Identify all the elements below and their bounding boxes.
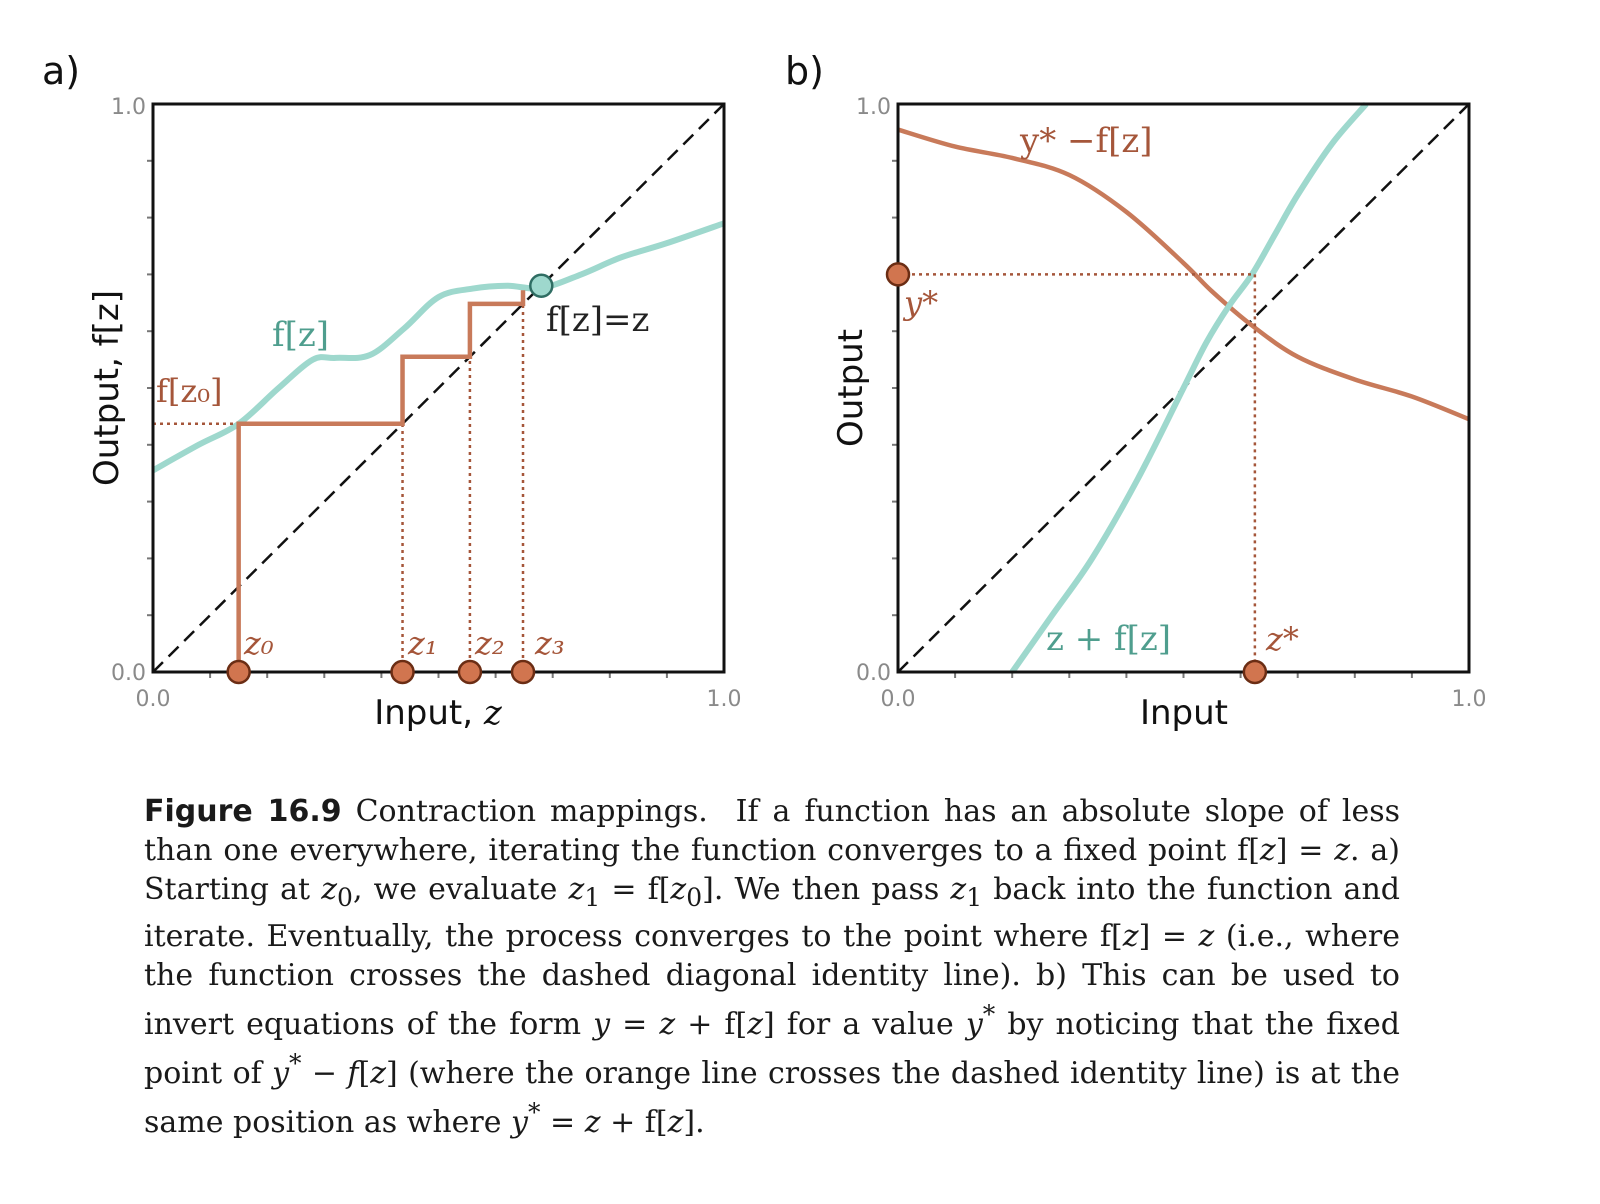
x-tick-min-b: 0.0 <box>880 687 916 712</box>
panel-label-b: b) <box>785 49 824 93</box>
y-tick-max-b: 1.0 <box>856 95 891 120</box>
y-star-label: y* <box>904 284 939 322</box>
x-axis-label: Input, z <box>374 693 502 733</box>
z3-label: z₃ <box>535 624 565 662</box>
panel-a <box>87 95 742 733</box>
z-star-label: z* <box>1266 620 1299 658</box>
f-z-label: f[z] <box>272 315 330 355</box>
panel-b <box>831 95 1487 733</box>
fixed-point-marker <box>530 275 552 297</box>
z-star-point <box>1244 661 1266 683</box>
y-tick-min: 0.0 <box>111 661 146 686</box>
x-tick-max: 1.0 <box>706 687 742 712</box>
y-tick-max: 1.0 <box>111 95 146 120</box>
caption-text: Contraction mappings. If a function has an absolute slope of less than one everywhere, iterating the function converges to a fixed point f[z] = z. a) Starting at $z_0$, we evaluate $z_1 = f[z_0]$. We then pass $z_1$ back into the function and iterate. Eventually, the process converges to the point where f[z] = z (i.e., where the function crosses the dashed diagonal identity line). b) This can be used to invert equations of the form y = z + f[z] for a value y* by noticing that the fixed point of y* − f[z] (where the orange line crosses the dashed identity line) is at the same position as where y* = z + f[z]. <box>144 794 1400 1140</box>
iteration-path <box>153 290 523 672</box>
z0-label: z₀ <box>244 624 274 662</box>
z1-point <box>392 661 414 683</box>
guide-lines <box>898 274 1255 672</box>
y-star-minus-f-label: y* −f[z] <box>1020 121 1153 161</box>
y-axis-label-b: Output <box>831 328 871 448</box>
figure-label: Figure 16.9 <box>144 794 342 829</box>
z1-label: z₁ <box>408 624 438 662</box>
panel-label-a: a) <box>42 49 81 93</box>
x-tick-max-b: 1.0 <box>1451 687 1487 712</box>
y-tick-min-b: 0.0 <box>856 661 891 686</box>
fixed-point-label: f[z]=z <box>546 300 650 340</box>
x-axis-label-b: Input <box>1139 693 1229 733</box>
z2-point <box>459 661 481 683</box>
z-plus-f-curve <box>1012 104 1366 672</box>
z-plus-f-label: z + f[z] <box>1046 619 1172 659</box>
f-z0-label: f[z₀] <box>156 372 223 410</box>
z0-point <box>228 661 250 683</box>
y-star-point <box>887 263 909 285</box>
x-tick-min: 0.0 <box>135 687 171 712</box>
z3-point <box>512 661 534 683</box>
figure-caption <box>144 792 1400 1142</box>
y-axis-label: Output, f[z] <box>87 289 127 487</box>
z2-label: z₂ <box>475 624 505 662</box>
